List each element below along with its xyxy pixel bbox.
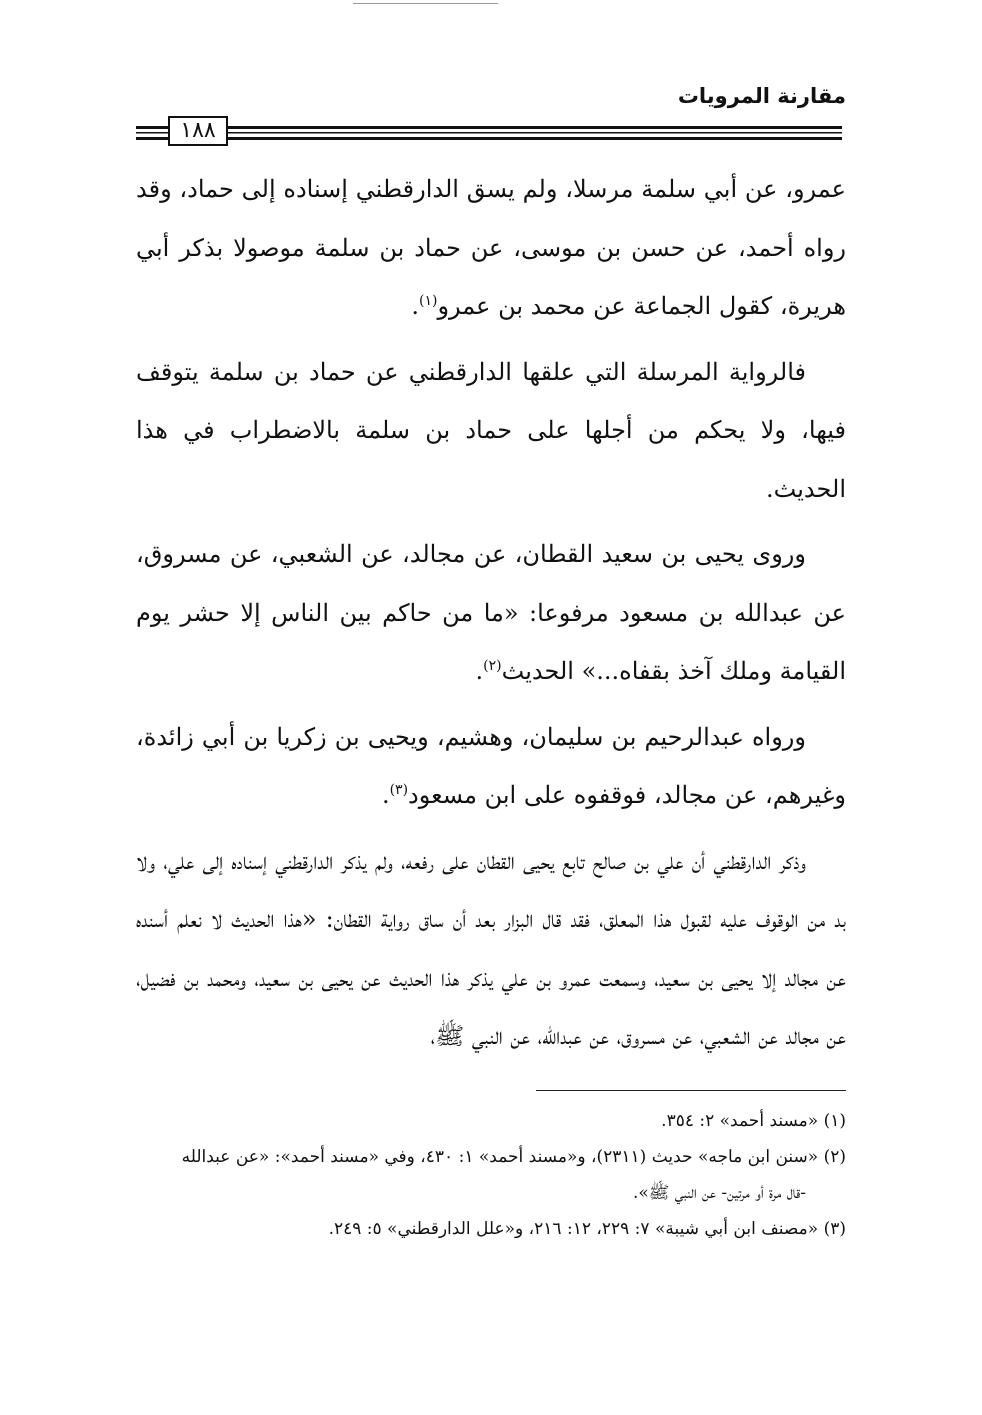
paragraph-4-end: . xyxy=(381,781,390,809)
footnote-2-continuation: -قال مرة أو مرتين- عن النبي ﷺ». xyxy=(632,1183,806,1203)
header-rules xyxy=(136,116,846,146)
header-rule-lines xyxy=(136,116,846,146)
footnote-marker-3: (٣) xyxy=(389,782,409,798)
paragraph-1-text: عمرو، عن أبي سلمة مرسلا، ولم يسق الدارقطني إسناده إلى حماد، وقد رواه أحمد، عن حسن بن موسى، عن حماد بن سلمة موصولا بذكر أبي هريرة، كقول الجماعة عن محمد بن عمرو xyxy=(136,175,846,320)
running-title: مقارنة المرويات xyxy=(677,84,846,108)
paragraph-3-text: وروى يحيى بن سعيد القطان، عن مجالد، عن الشعبي، عن مسروق، عن عبدالله بن مسعود مرفوعا: «ما من حاكم بين الناس إلا حشر يوم القيامة وملك آخذ بقفاه...» الحديث xyxy=(136,540,846,685)
paragraph-4 xyxy=(136,708,846,825)
footnote-1: (١) «مسند أحمد» ٢: ٣٥٤. xyxy=(661,1111,846,1131)
footnote-marker-2: (٢) xyxy=(483,658,502,674)
header-rule-thick xyxy=(136,126,842,129)
paragraph-2: فالرواية المرسلة التي علقها الدارقطني عن حماد بن سلمة يتوقف فيها، ولا يحكم من أجلها على حماد بن سلمة بالاضطراب في هذا الحديث. xyxy=(136,357,846,503)
paragraph-5: وذكر الدارقطني أن علي بن صالح تابع يحيى القطان على رفعه، ولم يذكر الدارقطني إسناده إلى علي، ولا بد من الوقوف عليه لقبول هذا المعلق، فقد قال البزار بعد أن ساق رواية القطان: «هذا الحديث لا نعلم أسنده عن مجالد إلا يحيى بن سعيد، وسمعت عمرو بن علي يذكر هذا الحديث عن يحيى بن سعيد، ومحمد بن فضيل، عن مجالد عن الشعبي، عن مسروق، عن عبدالله، عن النبي ﷺ، xyxy=(136,846,846,1050)
paragraph-1 xyxy=(136,160,846,336)
footnote-3: (٣) «مصنف ابن أبي شيبة» ٧: ٢٢٩، ١٢: ٢١٦، و«علل الدارقطني» ٥: ٢٤٩. xyxy=(328,1219,846,1239)
footnote-marker-1: (١) xyxy=(418,293,438,309)
footnotes xyxy=(136,1103,846,1247)
header-rule-thick-2 xyxy=(136,137,842,140)
paragraph-3 xyxy=(136,525,846,701)
paragraph-1-end: . xyxy=(411,292,419,320)
page-number: ١٨٨ xyxy=(168,116,228,146)
top-edge-rule xyxy=(353,3,498,4)
main-text xyxy=(136,160,846,1066)
header-rule-thin xyxy=(136,132,842,134)
paragraph-3-end: . xyxy=(475,657,484,685)
footnote-separator-line xyxy=(536,1090,846,1091)
paragraph-4-text: ورواه عبدالرحيم بن سليمان، وهشيم، ويحيى بن زكريا بن أبي زائدة، وغيرهم، عن مجالد، فوقفوه على ابن مسعود xyxy=(136,722,846,809)
footnote-2: (٢) «سنن ابن ماجه» حديث (٢٣١١)، و«مسند أحمد» ١: ٤٣٠، وفي «مسند أحمد»: «عن عبدالله xyxy=(181,1147,846,1167)
